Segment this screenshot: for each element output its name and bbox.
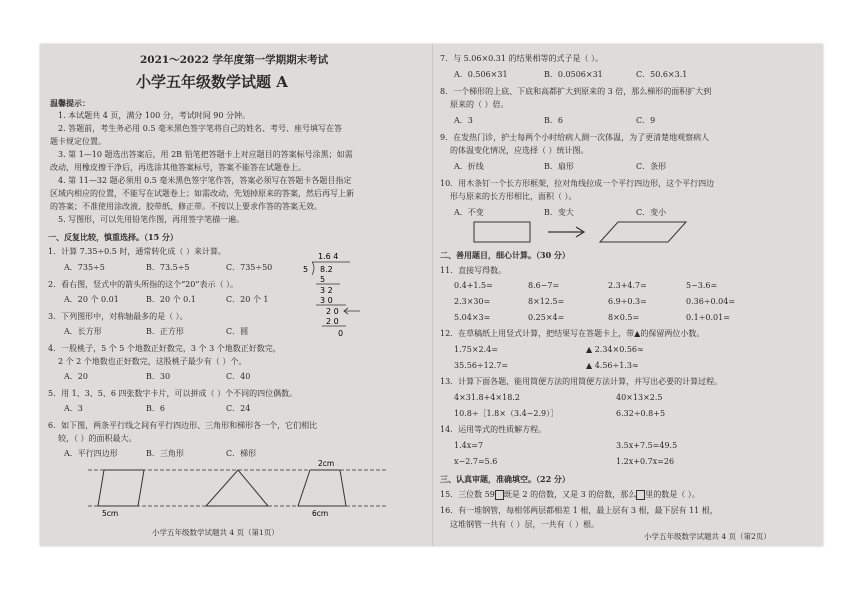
q7-option-b: B．0.0506×31 <box>544 70 603 79</box>
q6-option-b: B．三角形 <box>146 449 184 458</box>
rectangle-to-parallelogram-figure <box>472 220 692 244</box>
q5-option-c: C．24 <box>226 404 251 413</box>
q10-option-b: B．变大 <box>544 208 574 217</box>
parallel-lines-figure <box>88 458 388 520</box>
trapezoid-shape <box>298 470 346 506</box>
q2-option-a: A．20 个 0.01 <box>64 295 119 304</box>
division-divisor: 5 <box>303 265 309 274</box>
q8-option-c: C．9 <box>636 116 656 125</box>
q7-text: 7．与 5.06×0.31 的结果相等的式子是（ ）。 <box>440 54 604 63</box>
q6-option-a: A．平行四边形 <box>64 449 118 458</box>
q11-text: 11．直接写得数。 <box>440 266 507 275</box>
division-row-4: 2 0 <box>326 307 339 316</box>
q11-item: 2.3+4.7= <box>608 281 647 290</box>
left-page-footer: 小学五年级数学试题共 4 页（第1页） <box>152 528 279 537</box>
q11-item: 8.6−7= <box>528 281 560 290</box>
q4-option-a: A．20 <box>64 372 88 381</box>
notice-2b: 题卡规定位置。 <box>50 137 106 146</box>
q11-item: 5.04×3= <box>454 313 491 322</box>
arrow-icon <box>344 308 360 314</box>
section-3-heading: 三、认真审题，准确填空。（22 分） <box>440 474 570 484</box>
label-base-5cm: 5cm <box>102 509 119 518</box>
blank-box <box>636 490 645 500</box>
division-quotient: 1.6 4 <box>318 252 339 261</box>
q7-option-c: C．50.6×3.1 <box>636 70 688 79</box>
notice-1: 1. 本试题共 4 页，满分 100 分，考试时间 90 分钟。 <box>58 111 250 120</box>
q15-text <box>440 490 700 500</box>
exam-paper <box>40 44 823 546</box>
q3-text: 3．下列图形中，对称轴最多的是（ ）。 <box>48 312 188 321</box>
q4-text-cont: 2 个 2 个地数也正好数完，这股桃子最少有（ ）个。 <box>58 357 247 366</box>
q8-option-b: B．6 <box>544 116 563 125</box>
notice-5: 5. 写图形，可以先用铅笔作图，再用签字笔描一遍。 <box>58 215 245 224</box>
q12-item: ▲ 2.34×0.56≈ <box>586 345 644 354</box>
notice-4c: 的答案；不准使用涂改液、胶带纸、修正带。不按以上要求作答的答案无效。 <box>50 202 322 211</box>
q8-text-cont: 原来的（ ）倍。 <box>450 100 509 109</box>
q11-item: 0.4+1.5= <box>454 281 493 290</box>
q4-option-b: B．30 <box>146 372 171 381</box>
q1-option-a: A．735÷5 <box>64 263 105 272</box>
section-2-heading: 二、善用题目，细心计算。（30 分） <box>440 250 570 260</box>
q11-item: 8×0.5= <box>608 313 640 322</box>
q13-text: 13．计算下面各题，能用简便方法的用简便方法计算，并写出必要的计算过程。 <box>440 377 723 386</box>
parallelogram-shape <box>98 470 144 506</box>
label-base-6cm: 6cm <box>312 509 329 518</box>
q9-option-c: C．条形 <box>636 162 667 171</box>
q1-text: 1．计算 7.35÷0.5 时，通常转化成（ ）来计算。 <box>48 247 226 256</box>
exam-subtitle: 小学五年级数学试题 A <box>136 73 288 91</box>
q12-text: 12．在草稿纸上用竖式计算，把结果写在答题卡上，带▲的保留两位小数。 <box>440 329 705 338</box>
q9-option-a: A．折线 <box>454 162 484 171</box>
q5-option-a: A．3 <box>64 404 83 413</box>
q1-option-b: B．73.5÷5 <box>146 263 190 272</box>
parallelogram-shape <box>600 222 686 242</box>
q5-option-b: B．6 <box>146 404 165 413</box>
q14-text: 14．运用等式的性质解方程。 <box>440 425 547 434</box>
q15-part-3: 里的数是（ ）。 <box>645 490 700 499</box>
q3-option-c: C．圆 <box>226 327 249 336</box>
label-top-2cm: 2cm <box>318 459 335 468</box>
q6-text: 6．如下图，两条平行线之间有平行四边形、三角形和梯形各一个，它们相比 <box>48 421 318 430</box>
q7-option-a: A．0.506×31 <box>454 70 508 79</box>
q2-text: 2．看右图，竖式中的箭头所指的这个“20”表示（ ）。 <box>48 280 238 289</box>
q13-item: 10.8÷［1.8×（3.4−2.9）］ <box>454 409 559 418</box>
q10-option-c: C．变小 <box>636 208 667 217</box>
q14-item: 3.5x+7.5=49.5 <box>616 441 678 450</box>
q10-text-cont: 形与原来的长方形相比，面积（ ）。 <box>450 192 577 201</box>
q14-item: x−2.7=5.6 <box>454 457 498 466</box>
q2-option-b: B．20 个 0.1 <box>146 295 196 304</box>
notice-heading: 温馨提示： <box>50 98 90 108</box>
rectangle-shape <box>474 222 530 242</box>
triangle-shape <box>206 470 268 506</box>
division-row-6: 0 <box>338 329 344 338</box>
long-division-figure <box>302 250 362 342</box>
q12-item: 1.75×2.4= <box>454 345 498 354</box>
notice-4b: 区域内相应的位置，不能写在试题卷上；如需改动，先划掉原来的答案，然后再写上新 <box>50 189 354 198</box>
division-row-2: 3 2 <box>320 286 333 295</box>
q14-item: 1.4x=7 <box>454 441 484 450</box>
notice-3b: 改动，用橡皮擦干净后，再选涂其他答案标号，答案不能答在试题卷上。 <box>50 163 306 172</box>
section-1-heading: 一、反复比较，慎重选择。（15 分） <box>48 232 178 242</box>
q11-item: 0.36÷0.04= <box>686 297 736 306</box>
q4-option-c: C．40 <box>226 372 251 381</box>
q4-text: 4．一股桃子，5 个 5 个地数正好数完，3 个 3 个地数正好数完， <box>48 344 281 353</box>
exam-title: 2021～2022 学年度第一学期期末考试 <box>140 54 329 66</box>
q6-option-c: C．梯形 <box>226 449 257 458</box>
q11-item: 0.1÷0.01= <box>686 313 730 322</box>
division-row-5: 2 0 <box>326 317 339 326</box>
q2-option-c: C．20 个 1 <box>226 295 269 304</box>
notice-3: 3. 第 1—10 题选出答案后，用 2B 铅笔把答题卡上对应题目的答案标号涂黑；如需 <box>58 150 353 159</box>
q12-item: ▲ 4.56÷1.3≈ <box>586 361 639 370</box>
q1-option-c: C．735÷50 <box>226 263 273 272</box>
q16-text-cont: 这堆钢管一共有（ ）层，一共有（ ）根。 <box>450 520 600 529</box>
notice-2: 2. 答题前，考生务必用 0.5 毫米黑色签字笔将自己的姓名、考号、座号填写在答 <box>58 124 342 133</box>
q15-part-1: 15．三位数 59 <box>440 490 495 499</box>
q11-item: 2.3×30= <box>454 297 491 306</box>
q6-text-cont: 较，（ ）的面积最大。 <box>58 434 137 443</box>
arrow-icon <box>548 227 584 237</box>
q10-option-a: A．不变 <box>454 208 484 217</box>
division-dividend: 8.2 <box>320 265 333 274</box>
q10-text: 10．用木条钉一个长方形框架，拉对角线拉成一个平行四边形，这个平行四边 <box>440 179 715 188</box>
q12-item: 35.56÷12.7= <box>454 361 509 370</box>
q5-text: 5．用 1、3、5、6 四张数字卡片，可以拼成（ ）个不同的四位偶数。 <box>48 389 298 398</box>
q8-option-a: A．3 <box>454 116 473 125</box>
q9-option-b: B．扇形 <box>544 162 574 171</box>
q14-item: 1.2x+0.7x=26 <box>616 457 675 466</box>
q11-item: 8×12.5= <box>528 297 565 306</box>
q11-item: 0.25×4= <box>528 313 565 322</box>
q13-item: 40×13×2.5 <box>616 393 663 402</box>
division-row-1: 5 <box>320 275 326 284</box>
q9-text: 9．在发热门诊，护士每两个小时给病人测一次体温，为了更清楚地观察病人 <box>440 133 710 142</box>
q11-item: 6.9÷0.3= <box>608 297 647 306</box>
q11-item: 5−3.6= <box>686 281 718 290</box>
q15-part-2: 既是 2 的倍数，又是 3 的倍数，那么 <box>503 490 637 499</box>
division-row-3: 3 0 <box>320 296 333 305</box>
q3-option-a: A．长方形 <box>64 327 102 336</box>
right-page <box>432 44 823 546</box>
q9-text-cont: 的体温变化情况，应选择（ ）统计图。 <box>450 146 589 155</box>
q13-item: 6.32÷0.8+5 <box>616 409 666 418</box>
notice-4: 4. 第 11—32 题必须用 0.5 毫米黑色签字笔作答，答案必须写在答题卡各题目指定 <box>58 176 352 185</box>
q13-item: 4×31.8+4×18.2 <box>454 393 520 402</box>
q3-option-b: B．正方形 <box>146 327 184 336</box>
right-page-footer: 小学五年级数学试题共 4 页（第2页） <box>644 532 771 541</box>
q16-text: 16．有一堆钢管，每相邻两层都相差 1 根，最上层有 3 根，最下层有 11 根， <box>440 506 718 515</box>
q8-text: 8．一个梯形的上底、下底和高都扩大到原来的 3 倍，那么梯形的面积扩大到 <box>440 87 712 96</box>
left-page <box>40 44 432 546</box>
blank-box <box>495 490 504 500</box>
